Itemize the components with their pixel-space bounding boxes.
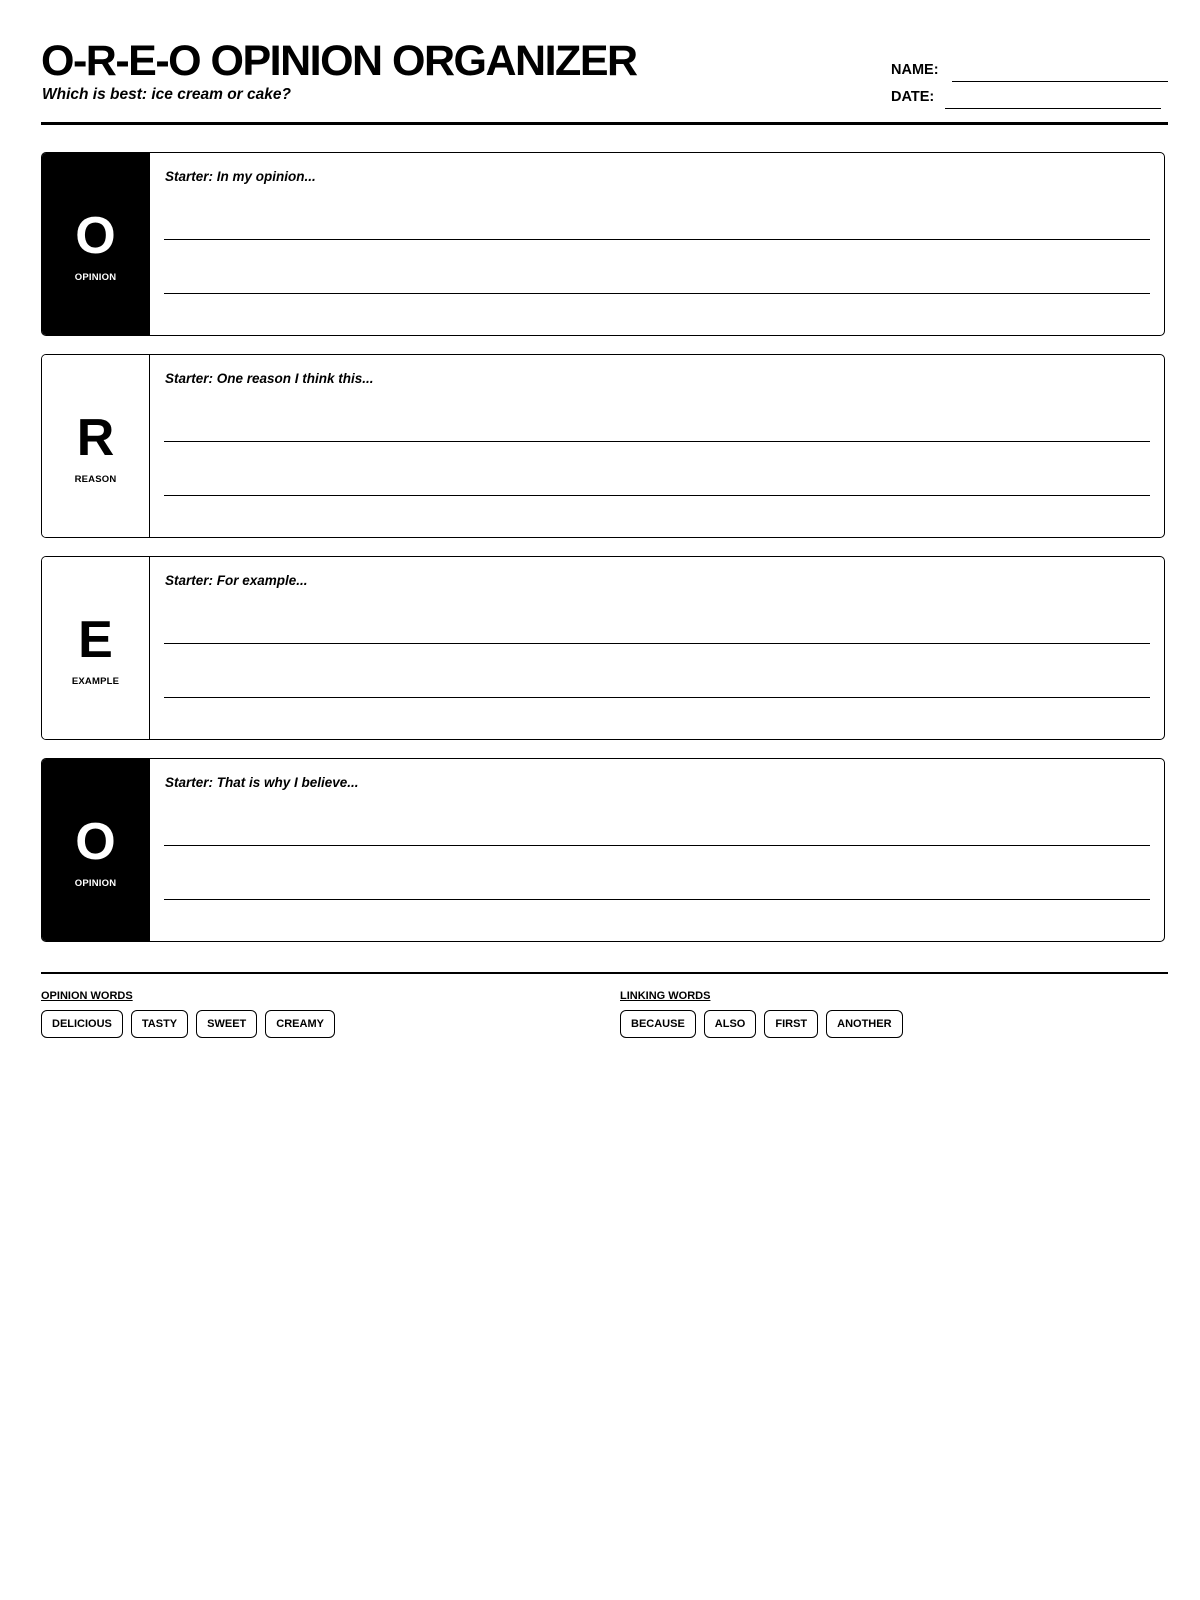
- worksheet-header: [41, 36, 1168, 125]
- opinion-words: [41, 990, 343, 1038]
- writing-line[interactable]: [164, 293, 1150, 294]
- writing-line[interactable]: [164, 643, 1150, 644]
- word-chip: FIRST: [764, 1010, 818, 1038]
- section-reason: [41, 354, 1165, 538]
- sentence-starter: Starter: One reason I think this...: [165, 371, 374, 386]
- word-chip: BECAUSE: [620, 1010, 696, 1038]
- writing-line[interactable]: [164, 697, 1150, 698]
- writing-area: [150, 355, 1164, 537]
- sentence-starter: Starter: In my opinion...: [165, 169, 316, 184]
- word-chip: TASTY: [131, 1010, 188, 1038]
- writing-line[interactable]: [164, 441, 1150, 442]
- date-row: [891, 89, 1168, 116]
- linking-word-chips: [620, 1010, 911, 1038]
- section-opinion-1: [41, 152, 1165, 336]
- writing-line[interactable]: [164, 239, 1150, 240]
- date-label: DATE:: [891, 89, 935, 105]
- student-info: [891, 62, 1168, 116]
- section-example: [41, 556, 1165, 740]
- writing-area: [150, 153, 1164, 335]
- writing-line[interactable]: [164, 899, 1150, 900]
- word-chip: ANOTHER: [826, 1010, 902, 1038]
- section-word: OPINION: [74, 878, 117, 889]
- writing-line[interactable]: [164, 495, 1150, 496]
- section-badge: [42, 759, 150, 941]
- section-badge: [42, 153, 150, 335]
- prompt-question: Which is best: ice cream or cake?: [42, 86, 291, 103]
- linking-words-title: LINKING WORDS: [620, 990, 711, 1002]
- section-word: EXAMPLE: [71, 676, 120, 687]
- name-row: [891, 62, 1168, 89]
- word-chip: CREAMY: [265, 1010, 335, 1038]
- name-field[interactable]: [952, 81, 1168, 82]
- writing-area: [150, 759, 1164, 941]
- sentence-starter: Starter: That is why I believe...: [165, 775, 359, 790]
- section-letter: R: [76, 409, 115, 467]
- writing-area: [150, 557, 1164, 739]
- section-badge: [42, 557, 150, 739]
- word-chip: SWEET: [196, 1010, 257, 1038]
- section-letter: O: [75, 207, 116, 265]
- linking-words: [620, 990, 911, 1038]
- section-letter: O: [75, 813, 116, 871]
- name-label: NAME:: [891, 62, 939, 78]
- word-bank: [41, 972, 1168, 1030]
- section-letter: E: [78, 611, 113, 669]
- word-chip: ALSO: [704, 1010, 757, 1038]
- opinion-words-title: OPINION WORDS: [41, 990, 133, 1002]
- date-field[interactable]: [945, 108, 1161, 109]
- section-word: OPINION: [74, 272, 117, 283]
- section-word: REASON: [74, 474, 117, 485]
- section-opinion-2: [41, 758, 1165, 942]
- section-badge: [42, 355, 150, 537]
- word-chip: DELICIOUS: [41, 1010, 123, 1038]
- sentence-starter: Starter: For example...: [165, 573, 308, 588]
- page-title: O-R-E-O OPINION ORGANIZER: [41, 37, 637, 85]
- writing-line[interactable]: [164, 845, 1150, 846]
- opinion-word-chips: [41, 1010, 343, 1038]
